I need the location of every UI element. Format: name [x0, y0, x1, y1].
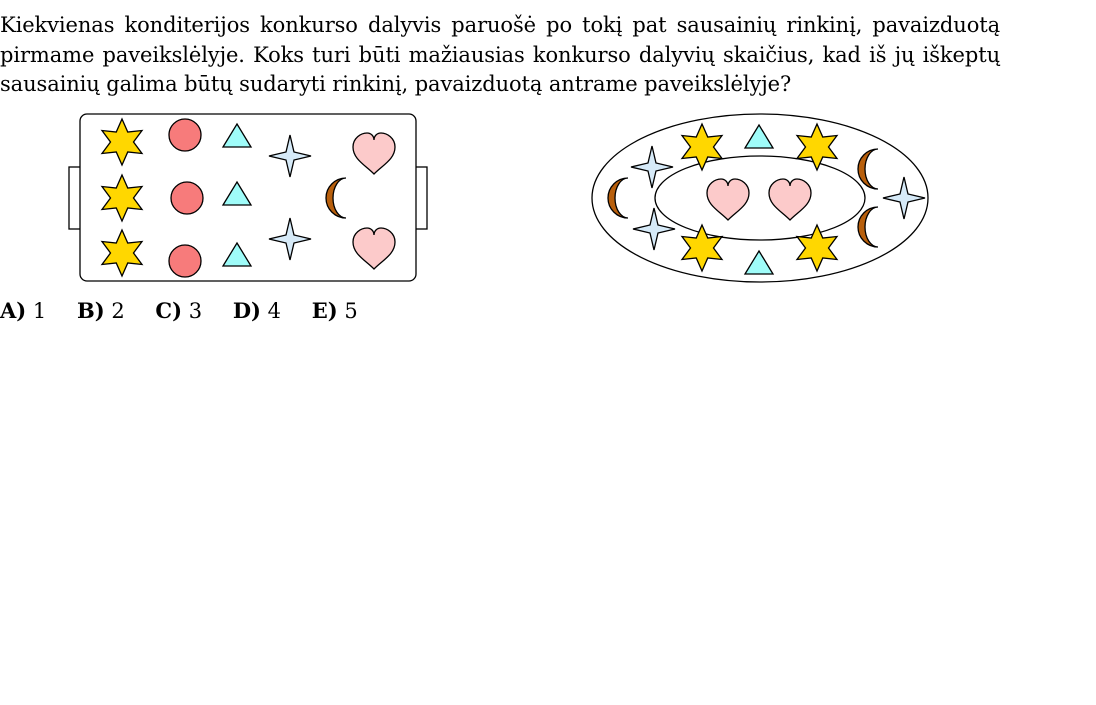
answer-option-e[interactable]	[312, 298, 358, 323]
answer-option-c[interactable]	[155, 298, 202, 323]
question-text: Kiekvienas konditerijos konkurso dalyvis paruošė po tokį pat sausainių rinkinį, pavaizduotą pirmame paveikslėlyje. Koks turi būti mažiausias konkurso dalyvių skaičius, kad iš jų iškeptų sausainių galima būtų sudaryti rinkinį, pavaizduotą antrame paveikslėlyje?	[0, 13, 1000, 96]
answer-value: 5	[344, 299, 358, 323]
box-handle-right	[415, 167, 427, 229]
answer-letter: C)	[155, 298, 183, 323]
answer-letter: B)	[76, 298, 105, 323]
answer-letter: E)	[311, 298, 338, 323]
inner-ring	[655, 156, 865, 240]
answer-letter: A)	[0, 298, 27, 323]
answer-option-b[interactable]	[77, 298, 125, 323]
box-handle-left	[69, 167, 81, 229]
answer-value: 4	[267, 299, 282, 323]
answer-option-a[interactable]	[0, 298, 46, 323]
answer-value: 1	[32, 299, 47, 323]
answer-letter: D)	[232, 298, 261, 323]
circle-cookie	[171, 182, 203, 214]
answer-value: 3	[188, 299, 203, 323]
cookie-box-figure	[60, 105, 440, 290]
answer-value: 2	[111, 299, 125, 323]
circle-cookie	[169, 245, 201, 277]
circle-cookie	[169, 119, 201, 151]
cookie-ring-figure	[585, 105, 935, 290]
answer-option-d[interactable]	[233, 298, 281, 323]
answer-options	[0, 298, 382, 323]
